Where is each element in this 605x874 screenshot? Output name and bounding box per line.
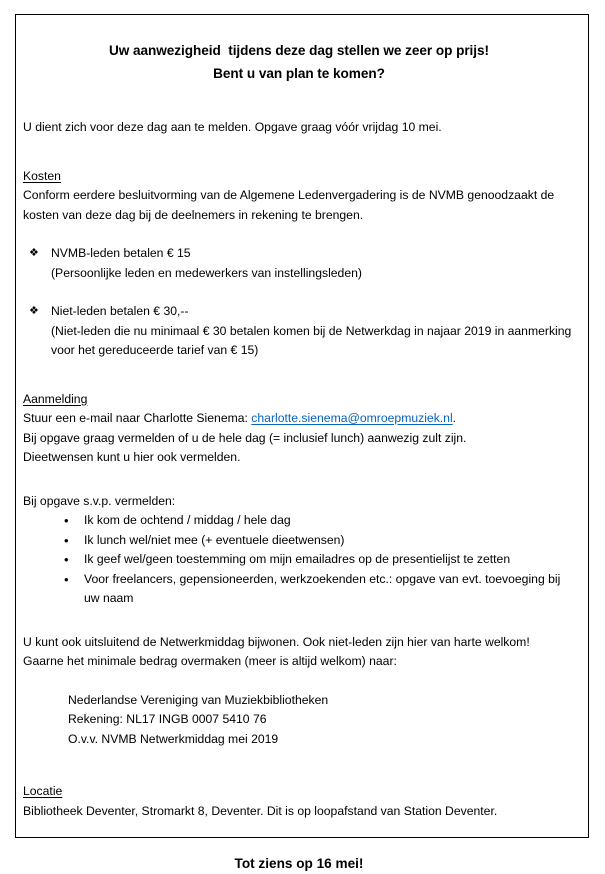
vermelden-item-text: Ik kom de ochtend / middag / hele dag <box>84 513 291 527</box>
aanmelding-line1-suffix: . <box>452 411 457 425</box>
spacer <box>23 138 575 167</box>
document-page <box>15 14 589 871</box>
locatie-heading: Locatie <box>23 784 63 798</box>
kosten-item-sub: (Persoonlijke leden en medewerkers van instellingsleden) <box>51 265 362 280</box>
kosten-list <box>23 244 575 361</box>
kosten-body: Conform eerdere besluitvorming van de Algemene Ledenvergadering is de NVMB genoodzaakt de kosten van deze dag bij de deelnemers in rekening te brengen. <box>23 188 555 222</box>
spacer <box>23 609 575 633</box>
title-line-2: Bent u van plan te komen? <box>213 66 385 81</box>
aanmelding-email-line <box>23 409 575 429</box>
list-item <box>23 531 575 551</box>
kosten-item-main: Niet-leden betalen € 30,-- <box>51 304 189 318</box>
spacer <box>23 85 575 118</box>
vermelden-list <box>23 511 575 609</box>
closing-line: Tot ziens op 16 mei! <box>234 856 364 871</box>
spacer <box>23 468 575 492</box>
vermelden-intro: Bij opgave s.v.p. vermelden: <box>23 493 176 508</box>
vermelden-item-text: Voor freelancers, gepensioneerden, werkzoekenden etc.: opgave van evt. toevoeging bij uw naam <box>84 571 561 605</box>
spacer <box>23 749 575 782</box>
round-bullet-icon: • <box>64 513 69 528</box>
spacer <box>23 672 575 691</box>
vermelden-item-text: Ik lunch wel/niet mee (+ eventuele dieetwensen) <box>84 532 345 547</box>
netwerkmiddag-line2: Gaarne het minimale bedrag overmaken (meer is altijd welkom) naar: <box>23 654 397 668</box>
kosten-heading: Kosten <box>23 168 61 183</box>
bank-line-org: Nederlandse Vereniging van Muziekbibliotheken <box>68 692 329 707</box>
round-bullet-icon: • <box>64 571 69 587</box>
netwerkmiddag-line1: U kunt ook uitsluitend de Netwerkmiddag bijwonen. Ook niet-leden zijn hier van harte welkom! <box>23 634 530 649</box>
round-bullet-icon: • <box>64 552 69 567</box>
title-line-1: Uw aanwezigheid tijdens deze dag stellen we zeer op prijs! <box>108 43 490 58</box>
email-link[interactable]: charlotte.sienema@omroepmuziek.nl <box>251 411 453 425</box>
bank-line-account: Rekening: NL17 INGB 0007 5410 76 <box>68 712 267 726</box>
bank-line-reference: O.v.v. NVMB Netwerkmiddag mei 2019 <box>68 731 279 746</box>
diamond-bullet-icon: ❖ <box>29 247 39 259</box>
list-item <box>23 570 575 609</box>
list-item <box>23 511 575 531</box>
aanmelding-line1-prefix: Stuur een e-mail naar Charlotte Sienema: <box>23 411 252 425</box>
list-item <box>23 244 575 283</box>
vermelden-item-text: Ik geef wel/geen toestemming om mijn emailadres op de presentielijst te zetten <box>84 552 511 566</box>
document-title <box>23 39 575 85</box>
locatie-body: Bibliotheek Deventer, Stromarkt 8, Deventer. Dit is op loopafstand van Station Deventer. <box>23 803 498 818</box>
list-item <box>23 550 575 570</box>
intro-paragraph: U dient zich voor deze dag aan te melden. Opgave graag vóór vrijdag 10 mei. <box>23 120 442 134</box>
list-item <box>23 302 575 361</box>
kosten-item-sub: (Niet-leden die nu minimaal € 30 betalen komen bij de Netwerkdag in najaar 2019 in aanmerking voor het gereduceerde tarief van € 15) <box>51 323 572 357</box>
aanmelding-line3: Dieetwensen kunt u hier ook vermelden. <box>23 450 241 464</box>
diamond-bullet-icon: ❖ <box>29 305 39 317</box>
bank-details <box>23 691 575 750</box>
document-content <box>23 15 575 874</box>
aanmelding-heading: Aanmelding <box>23 391 88 406</box>
spacer <box>23 821 575 854</box>
kosten-item-main: NVMB-leden betalen € 15 <box>51 246 191 260</box>
spacer <box>23 361 575 390</box>
spacer <box>23 225 575 244</box>
round-bullet-icon: • <box>64 532 69 548</box>
aanmelding-line2: Bij opgave graag vermelden of u de hele dag (= inclusief lunch) aanwezig zult zijn. <box>23 430 467 445</box>
